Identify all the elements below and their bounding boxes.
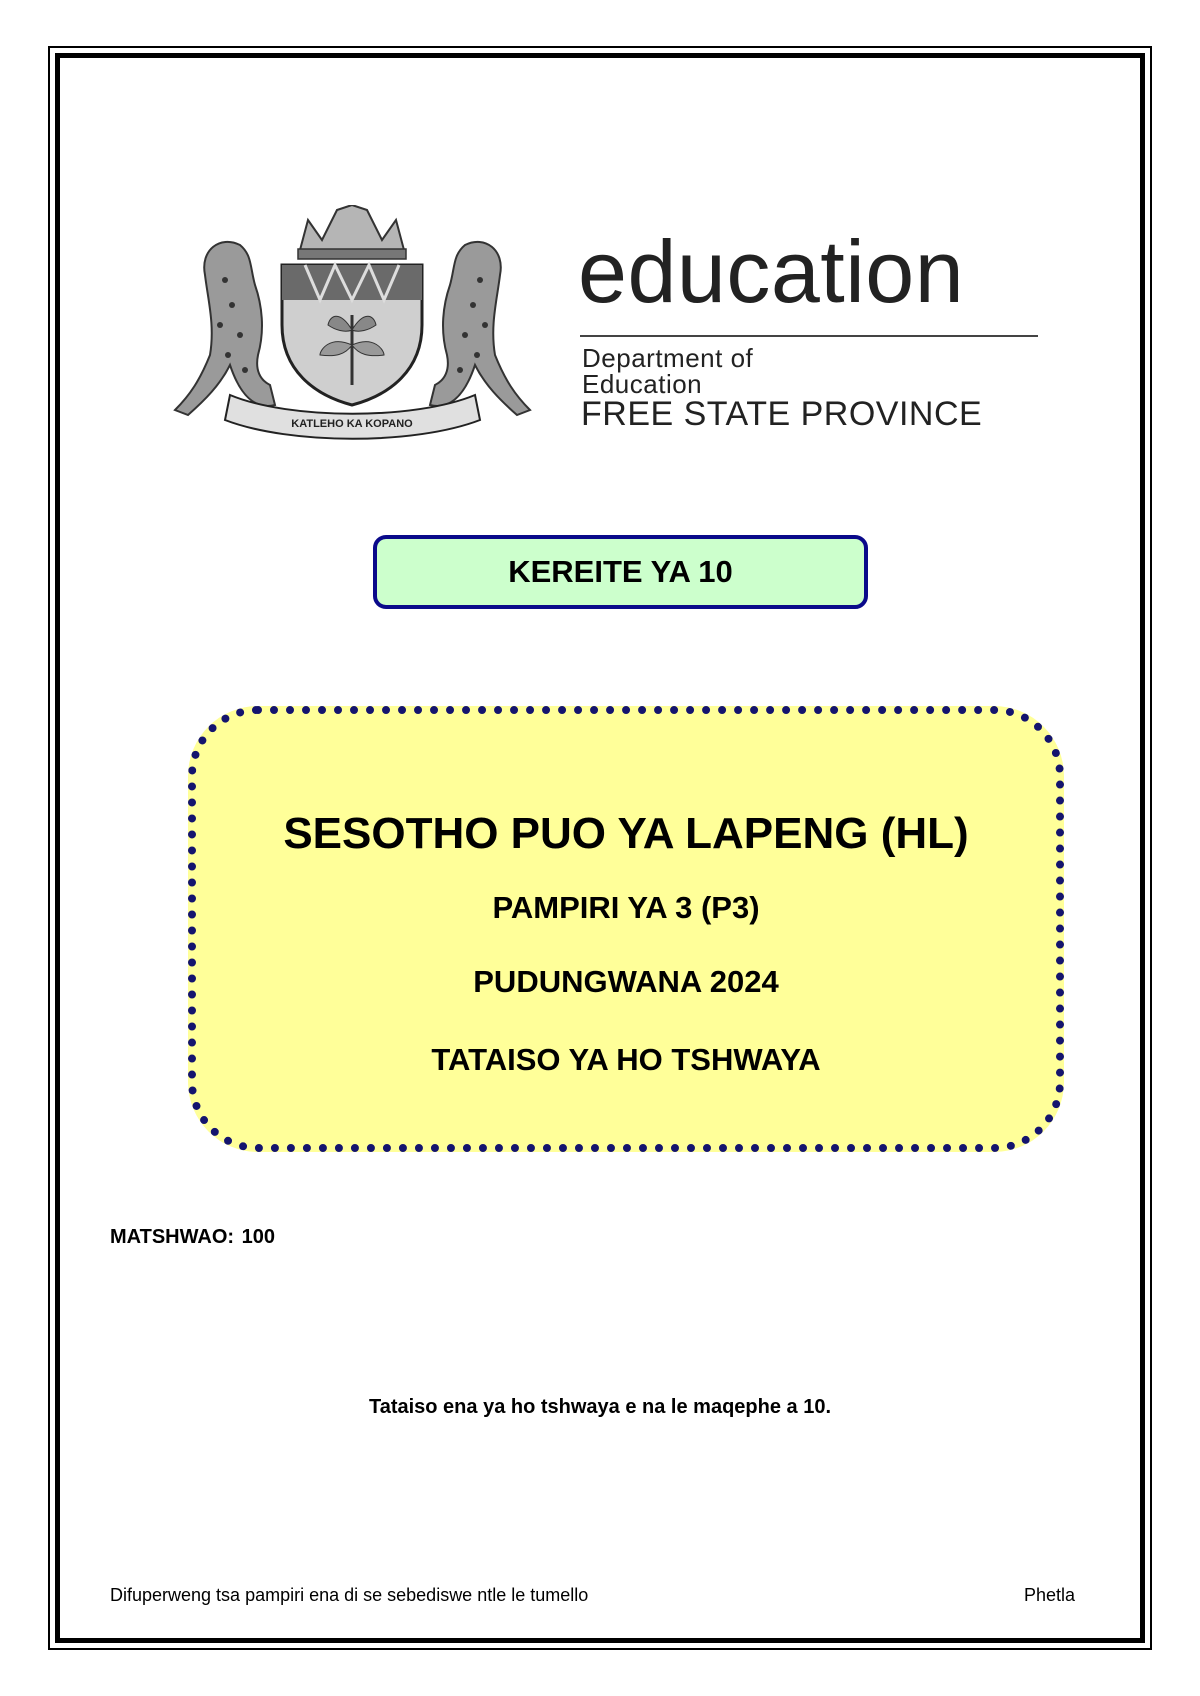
copyright-notice: Difuperweng tsa pampiri ena di se sebediswe ntle le tumello: [110, 1585, 589, 1605]
crest-motto-text: KATLEHO KA KOPANO: [291, 418, 413, 430]
grade-label: KEREITE YA 10: [508, 554, 733, 589]
logo-divider: [580, 335, 1038, 337]
coat-of-arms-logo: [170, 205, 535, 450]
marks-label: MATSHWAO:: [110, 1226, 235, 1248]
turn-over-label: Phetla: [1024, 1585, 1076, 1605]
total-marks: [110, 1226, 275, 1249]
page-count-note: Tataiso ena ya ho tshwaya e na le maqephe a 10.: [368, 1396, 832, 1418]
department-line-2: Education: [582, 369, 703, 399]
marks-value: 100: [241, 1226, 275, 1248]
department-line-1: Department of: [582, 343, 754, 373]
document-type: TATAISO YA HO TSHWAYA: [431, 1042, 821, 1077]
exam-session: PUDUNGWANA 2024: [473, 964, 779, 999]
education-wordmark: education: [578, 222, 965, 321]
grade-label-box: [373, 535, 868, 609]
province-name: FREE STATE PROVINCE: [581, 395, 983, 433]
title-block: [188, 706, 1064, 1152]
paper-number: PAMPIRI YA 3 (P3): [492, 890, 760, 925]
subject-title: SESOTHO PUO YA LAPENG (HL): [283, 809, 969, 858]
